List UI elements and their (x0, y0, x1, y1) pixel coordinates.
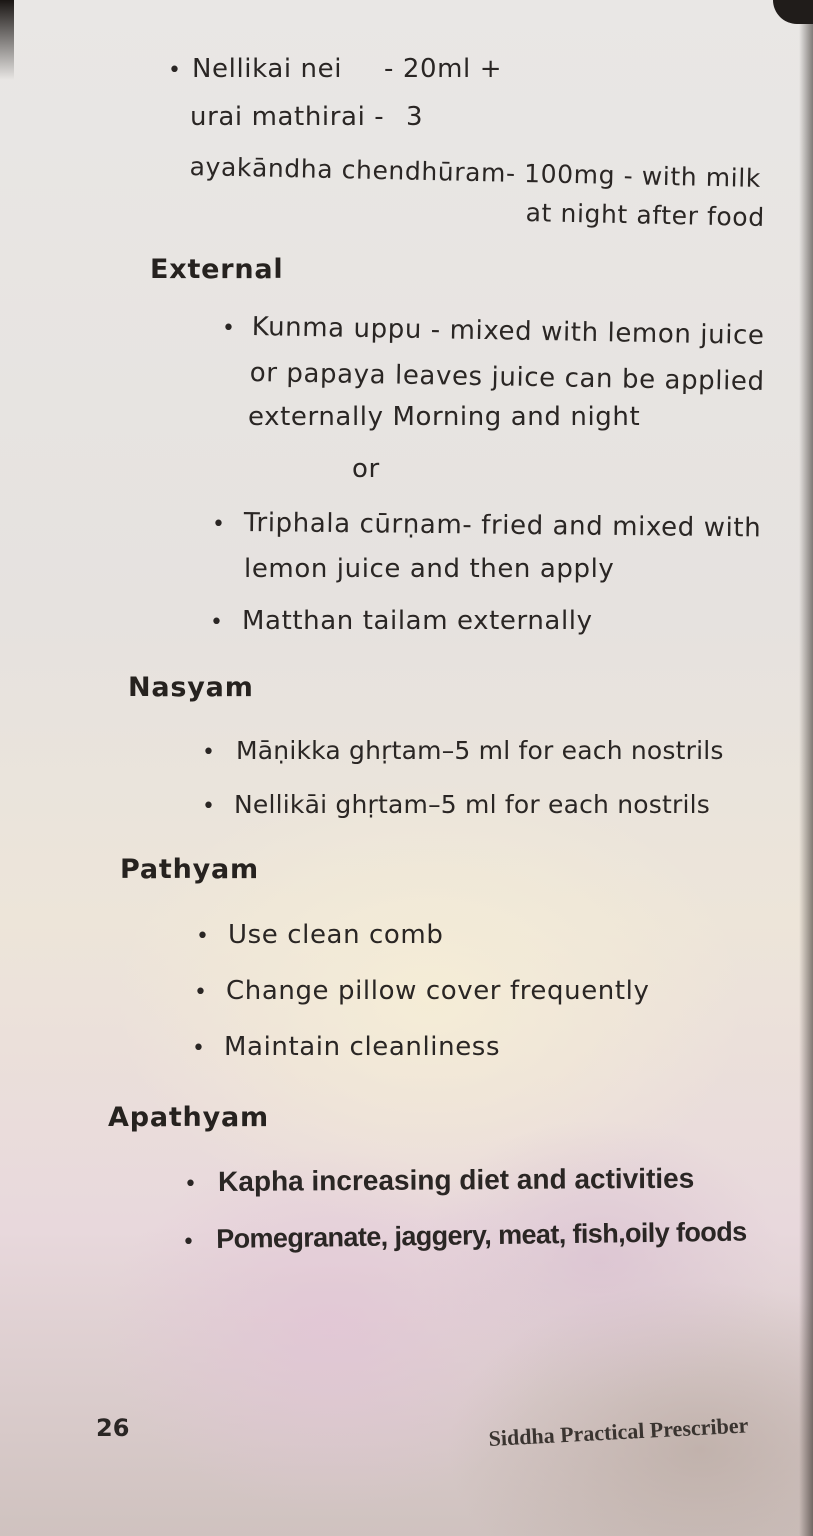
pathyam-item-2: Change pillow cover frequently (226, 976, 650, 1006)
pathyam-item-1: Use clean comb (228, 920, 444, 950)
running-footer: Siddha Practical Prescriber (488, 1412, 749, 1451)
bullet-icon: • (182, 1230, 195, 1255)
nasyam-item-2: Nellikāi ghṛtam–5 ml for each nostrils (234, 790, 710, 819)
page-number: 26 (96, 1414, 130, 1442)
bullet-icon: • (202, 740, 215, 765)
bullet-icon: • (192, 1036, 205, 1061)
oral-line-1-name: Nellikai nei (192, 54, 343, 84)
external-item-1-line-3: externally Morning and night (248, 402, 641, 432)
bullet-icon: • (168, 58, 181, 83)
bullet-icon: • (210, 610, 223, 635)
external-item-3: Matthan tailam externally (242, 606, 593, 636)
section-heading-external: External (150, 254, 284, 285)
nasyam-item-1: Māṇikka ghṛtam–5 ml for each nostrils (236, 736, 724, 765)
section-heading-apathyam: Apathyam (108, 1102, 269, 1133)
bullet-icon: • (222, 316, 235, 341)
oral-line-2-dose: 3 (406, 102, 424, 132)
apathyam-item-2: Pomegranate, jaggery, meat, fish,oily foods (216, 1216, 747, 1254)
oral-line-3: ayakāndha chendhūram- 100mg - with milk (189, 152, 762, 193)
page-corner-shadow (773, 0, 813, 24)
page-edge-shadow-right (799, 0, 813, 1536)
oral-line-2-name: urai mathirai - (190, 102, 385, 132)
section-heading-pathyam: Pathyam (120, 854, 259, 885)
apathyam-item-1: Kapha increasing diet and activities (218, 1162, 695, 1197)
bullet-icon: • (184, 1172, 197, 1197)
external-item-1-line-2: or papaya leaves juice can be applied (249, 358, 765, 397)
oral-line-1-dose: - 20ml + (384, 54, 503, 84)
bullet-icon: • (196, 924, 209, 949)
external-item-2-line-1: Triphala cūrṇam- fried and mixed with (243, 508, 762, 544)
bullet-icon: • (194, 980, 207, 1005)
pathyam-item-3: Maintain cleanliness (224, 1032, 501, 1062)
bullet-icon: • (202, 794, 215, 819)
page-edge-shadow-left (0, 0, 14, 80)
external-item-1-line-1: Kunma uppu - mixed with lemon juice (251, 312, 765, 351)
section-heading-nasyam: Nasyam (128, 672, 254, 703)
external-item-2-line-2: lemon juice and then apply (244, 554, 615, 584)
oral-line-4: at night after food (525, 198, 766, 233)
external-or: or (352, 454, 380, 484)
bullet-icon: • (212, 512, 225, 537)
